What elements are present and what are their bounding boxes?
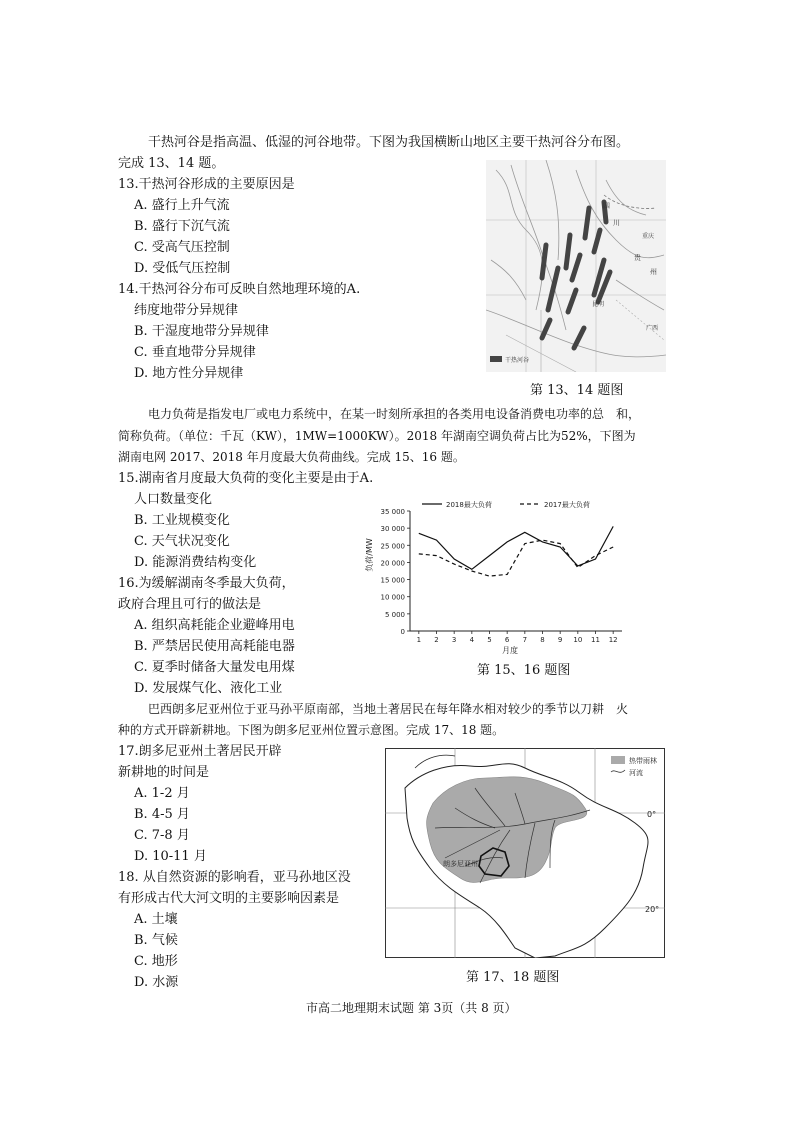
map1-legend-swatch (490, 356, 502, 362)
map1-label-zhou: 州 (650, 268, 657, 276)
q16-stem-line1: 16.为缓解湖南冬季最大负荷， (118, 576, 295, 591)
q13-stem: 13.干热河谷形成的主要原因是 (118, 177, 295, 192)
chart-y-tick-label: 10 000 (380, 593, 405, 602)
chart-x-tick-label: 11 (591, 636, 600, 644)
q18-option-d: D. 水源 (134, 975, 179, 990)
chart-x-tick-label: 6 (504, 636, 510, 644)
intro-15-16-line1: 电力负荷是指发电厂或电力系统中，在某一时刻所承担的各类用电设备消费电功率的总 和， (148, 407, 641, 421)
page-footer: 市高二地理期末试题 第 3页（共 8 页） (306, 1001, 517, 1015)
q14-option-b: B. 干湿度地带分异规律 (134, 324, 269, 339)
chart-legend-label: 2018最大负荷 (446, 501, 492, 509)
intro-13-14-line1: 干热河谷是指高温、低湿的河谷地带。下图为我国横断山地区主要干热河谷分布图。 (148, 135, 630, 150)
chart-x-tick-label: 1 (416, 636, 422, 644)
chart-y-tick-label: 5 000 (384, 610, 405, 619)
q18-stem-line2: 有形成古代大河文明的主要影响因素是 (118, 891, 340, 906)
map2-legend-forest-label: 热带雨林 (629, 757, 657, 765)
map1-label-chongqing: 重庆 (642, 233, 655, 240)
map2-lat-20: 20° (645, 905, 660, 914)
amazon-rondonia-map (385, 748, 665, 958)
chart-x-tick-label: 9 (557, 636, 563, 644)
series-2017-line (419, 540, 613, 576)
q16-option-a: A. 组织高耗能企业避峰用电 (134, 618, 295, 633)
intro-13-14-line2: 完成 13、14 题。 (118, 156, 225, 171)
map2-legend-forest-swatch (611, 756, 625, 764)
q15-option-b: B. 工业规模变化 (134, 513, 230, 528)
q15-option-a-cont: 人口数量变化 (134, 492, 213, 507)
chart-y-tick-label: 30 000 (380, 525, 405, 534)
q14-stem: 14.干热河谷分布可反映自然地理环境的A. (118, 282, 361, 297)
chart-x-axis-label: 月度 (502, 646, 518, 655)
q18-option-c: C. 地形 (134, 954, 178, 969)
chart-y-tick-label: 35 000 (380, 508, 405, 516)
map1-label-kunming: 昆明 (592, 301, 605, 308)
chart-x-tick-label: 12 (608, 636, 618, 644)
q15-option-d: D. 能源消费结构变化 (134, 555, 257, 570)
intro-15-16-line3: 湖南电网 2017、2018 年月度最大负荷曲线。完成 15、16 题。 (118, 450, 465, 464)
chart-axes (410, 511, 622, 631)
chart-y-axis-label: 负荷/MW (365, 538, 374, 572)
map2-caption: 第 17、18 题图 (466, 970, 560, 985)
map2-legend-river-label: 河流 (629, 769, 643, 777)
q15-stem: 15.湖南省月度最大负荷的变化主要是由于A. (118, 471, 374, 486)
map1-legend-label: 干热河谷 (505, 357, 530, 364)
q16-option-b: B. 严禁居民使用高耗能电器 (134, 639, 295, 654)
series-2018-line (419, 526, 613, 569)
q13-option-c: C. 受高气压控制 (134, 240, 230, 255)
intro-17-18-line1: 巴西朗多尼亚州位于亚马孙平原南部，当地土著居民在每年降水相对较少的季节以刀耕 火 (148, 702, 629, 716)
q17-option-b: B. 4-5 月 (134, 807, 190, 822)
q14-option-a-cont: 纬度地带分异规律 (134, 303, 239, 318)
q17-option-a: A. 1-2 月 (134, 786, 190, 801)
map2-lat-0: 0° (647, 810, 657, 819)
q13-option-b: B. 盛行下沉气流 (134, 219, 230, 234)
q18-option-b: B. 气候 (134, 933, 178, 948)
q15-option-c: C. 天气状况变化 (134, 534, 230, 549)
map1-caption: 第 13、14 题图 (530, 383, 624, 398)
q16-option-d: D. 发展煤气化、液化工业 (134, 681, 283, 696)
q14-option-c: C. 垂直地带分异规律 (134, 345, 256, 360)
q17-stem-line1: 17.朗多尼亚州土著居民开辟 (118, 744, 282, 759)
q16-option-c: C. 夏季时储备大量发电用煤 (134, 660, 295, 675)
q17-option-d: D. 10-11 月 (134, 849, 207, 864)
intro-17-18-line2: 种的方式开辟新耕地。下图为朗多尼亚州位置示意图。完成 17、18 题。 (118, 723, 505, 737)
chart-caption: 第 15、16 题图 (477, 663, 571, 678)
q13-option-d: D. 受低气压控制 (134, 261, 231, 276)
monthly-max-load-chart (360, 495, 632, 657)
chart-x-tick-label: 5 (487, 636, 492, 644)
chart-y-tick-label: 15 000 (380, 576, 405, 585)
chart-y-tick-label: 20 000 (380, 559, 405, 568)
q18-stem-line1: 18. 从自然资源的影响看，亚马孙地区没 (118, 870, 351, 885)
map1-label-chuan: 川 (613, 219, 620, 227)
chart-y-tick-label: 25 000 (380, 542, 405, 551)
chart-x-tick-label: 4 (469, 636, 475, 644)
dry-hot-valley-map (486, 160, 666, 372)
q13-option-a: A. 盛行上升气流 (134, 198, 230, 213)
map2-label-rondonia: 朗多尼亚州 (443, 860, 478, 868)
map1-label-guangxi: 广西 (646, 325, 659, 332)
map1-label-gui: 贵 (634, 254, 641, 262)
chart-x-tick-label: 2 (434, 636, 439, 644)
map1-label-si: 四 (603, 202, 610, 210)
q14-option-d: D. 地方性分异规律 (134, 366, 244, 381)
chart-y-tick-label: 0 (400, 628, 405, 636)
chart-x-tick-label: 7 (522, 636, 528, 644)
q17-stem-line2: 新耕地的时间是 (118, 765, 210, 780)
intro-15-16-line2: 简称负荷。（单位：千瓦（KW），1MW=1000KW）。2018 年湖南空调负荷占比为52%，下图为 (118, 429, 636, 443)
chart-x-tick-label: 3 (451, 636, 457, 644)
q16-stem-line2: 政府合理且可行的做法是 (118, 597, 262, 612)
q17-option-c: C. 7-8 月 (134, 828, 190, 843)
q18-option-a: A. 土壤 (134, 912, 178, 927)
chart-x-tick-label: 10 (573, 636, 583, 644)
chart-legend-label: 2017最大负荷 (544, 501, 590, 509)
chart-x-tick-label: 8 (540, 636, 545, 644)
